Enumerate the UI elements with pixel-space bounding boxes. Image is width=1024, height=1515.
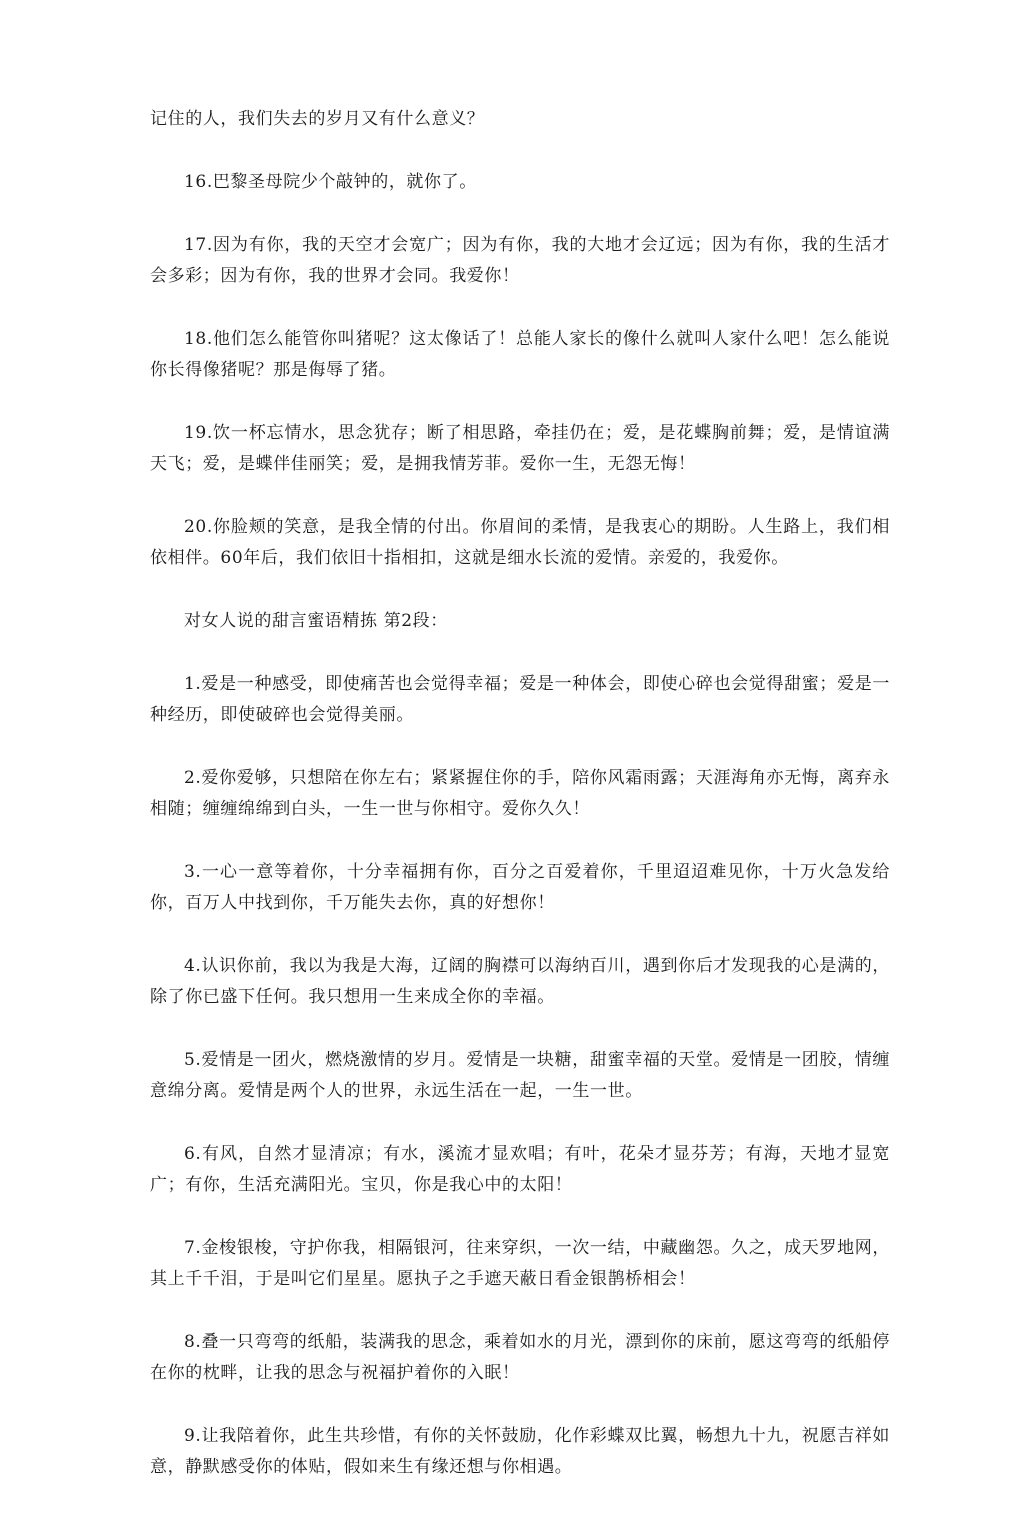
paragraph-item-18: 18.他们怎么能管你叫猪呢？这太像话了！总能人家长的像什么就叫人家什么吧！怎么能说你长得像猪呢？那是侮辱了猪。: [150, 329, 890, 380]
paragraph-item-6: 6.有风，自然才显清凉；有水，溪流才显欢唱；有叶，花朵才显芬芳；有海，天地才显宽广；有你，生活充满阳光。宝贝，你是我心中的太阳！: [150, 1144, 890, 1195]
paragraph-continuation: 记住的人，我们失去的岁月又有什么意义？: [150, 109, 485, 129]
paragraph-item-3: 3.一心一意等着你，十分幸福拥有你，百分之百爱着你，千里迢迢难见你，十万火急发给你，百万人中找到你，千万能失去你，真的好想你！: [150, 862, 890, 913]
paragraph-item-16: 16.巴黎圣母院少个敲钟的，就你了。: [184, 172, 477, 192]
paragraph-item-19: 19.饮一杯忘情水，思念犹存；断了相思路，牵挂仍在；爱，是花蝶胸前舞；爱，是情谊满天飞；爱，是蝶伴佳丽笑；爱，是拥我情芳菲。爱你一生，无怨无悔！: [150, 423, 890, 474]
paragraph-item-8: 8.叠一只弯弯的纸船，装满我的思念，乘着如水的月光，漂到你的床前，愿这弯弯的纸船停在你的枕畔，让我的思念与祝福护着你的入眠！: [150, 1332, 890, 1383]
paragraph-item-7: 7.金梭银梭，守护你我，相隔银河，往来穿织，一次一结，中藏幽怨。久之，成天罗地网，其上千千泪，于是叫它们星星。愿执子之手遮天蔽日看金银鹊桥相会！: [150, 1238, 890, 1289]
paragraph-item-9: 9.让我陪着你，此生共珍惜，有你的关怀鼓励，化作彩蝶双比翼，畅想九十九，祝愿吉祥如意，静默感受你的体贴，假如来生有缘还想与你相遇。: [150, 1426, 890, 1477]
paragraph-item-4: 4.认识你前，我以为我是大海，辽阔的胸襟可以海纳百川，遇到你后才发现我的心是满的，除了你已盛下任何。我只想用一生来成全你的幸福。: [150, 956, 890, 1007]
paragraph-item-2: 2.爱你爱够，只想陪在你左右；紧紧握住你的手，陪你风霜雨露；天涯海角亦无悔，离弃永相随；缠缠绵绵到白头，一生一世与你相守。爱你久久！: [150, 768, 890, 819]
paragraph-item-1: 1.爱是一种感受，即使痛苦也会觉得幸福；爱是一种体会，即使心碎也会觉得甜蜜；爱是一种经历，即使破碎也会觉得美丽。: [150, 674, 890, 725]
section-heading: 对女人说的甜言蜜语精拣 第2段：: [184, 611, 448, 631]
paragraph-item-5: 5.爱情是一团火，燃烧激情的岁月。爱情是一块糖，甜蜜幸福的天堂。爱情是一团胶，情缠意绵分离。爱情是两个人的世界，永远生活在一起，一生一世。: [150, 1050, 890, 1101]
paragraph-item-17: 17.因为有你，我的天空才会宽广；因为有你，我的大地才会辽远；因为有你，我的生活才会多彩；因为有你，我的世界才会同。我爱你！: [150, 235, 890, 286]
document-body: [150, 104, 890, 1515]
paragraph-item-20: 20.你脸颊的笑意，是我全情的付出。你眉间的柔情，是我衷心的期盼。人生路上，我们相依相伴。60年后，我们依旧十指相扣，这就是细水长流的爱情。亲爱的，我爱你。: [150, 517, 890, 568]
